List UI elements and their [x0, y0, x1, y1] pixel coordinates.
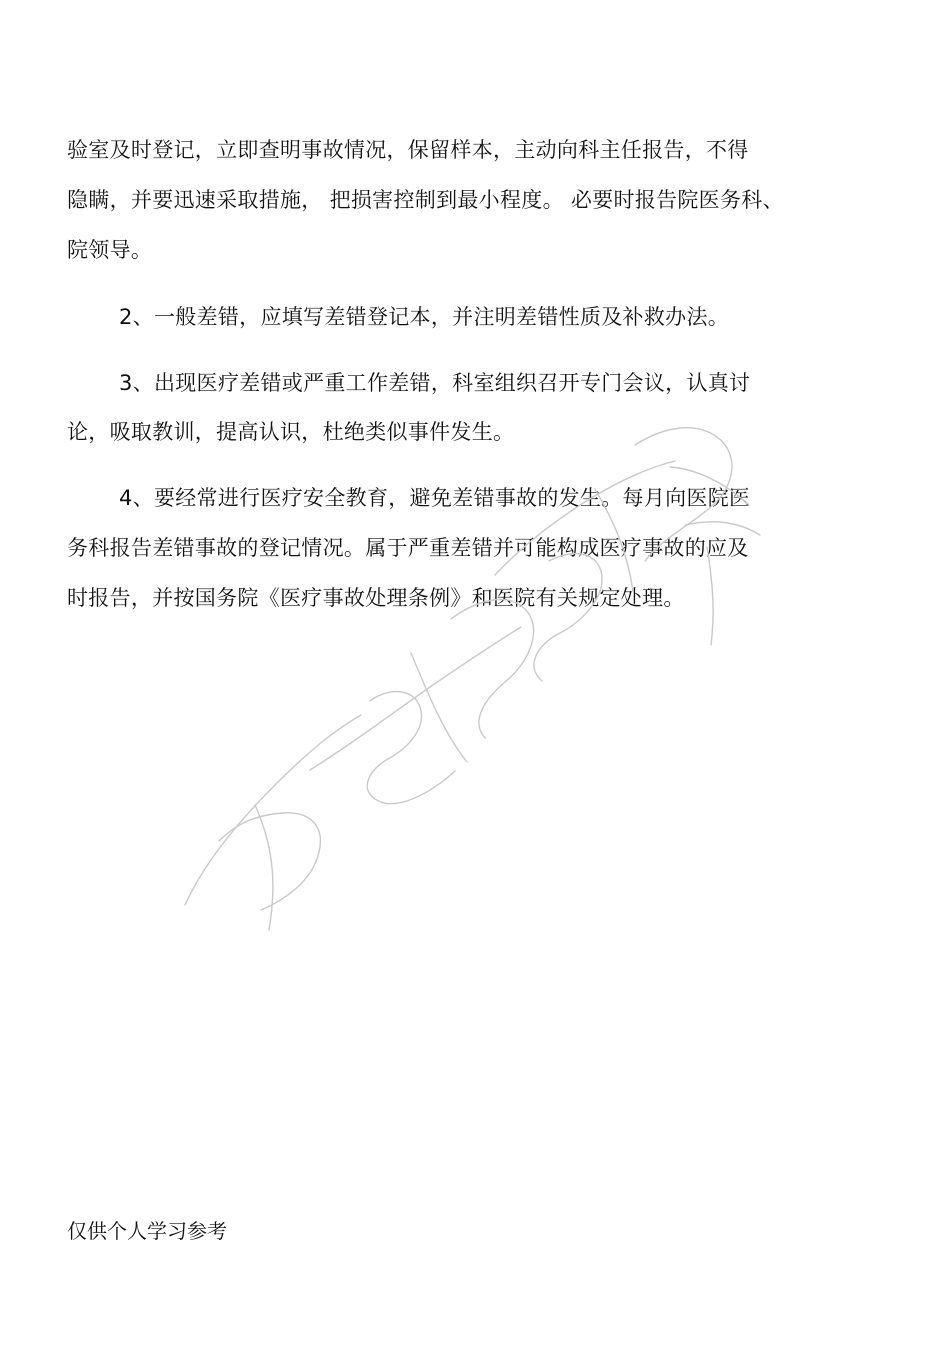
- handwritten-watermark: [165, 395, 785, 955]
- item-4-line-3: 时报告，并按国务院《医疗事故处理条例》和医院有关规定处理。: [67, 586, 685, 610]
- item-4-line-1: 4、要经常进行医疗安全教育，避免差错事故的发生。每月向医院医: [119, 486, 751, 510]
- item-3-line-1: 3、出现医疗差错或严重工作差错，科室组织召开专门会议，认真讨: [119, 371, 751, 395]
- paragraph-1-line-2: 隐瞒，并要迅速采取措施， 把损害控制到最小程度。 必要时报告院医务科、: [67, 188, 784, 212]
- footer-note: 仅供个人学习参考: [67, 1219, 227, 1243]
- paragraph-1-line-3: 院领导。: [67, 238, 153, 262]
- item-2-line-1: 2、一般差错，应填写差错登记本，并注明差错性质及补救办法。: [119, 305, 730, 329]
- item-4-line-2: 务科报告差错事故的登记情况。属于严重差错并可能构成医疗事故的应及: [67, 536, 749, 560]
- paragraph-1-line-1: 验室及时登记，立即查明事故情况，保留样本，主动向科主任报告，不得: [67, 138, 749, 162]
- item-3-line-2: 论，吸取教训，提高认识，杜绝类似事件发生。: [67, 420, 515, 444]
